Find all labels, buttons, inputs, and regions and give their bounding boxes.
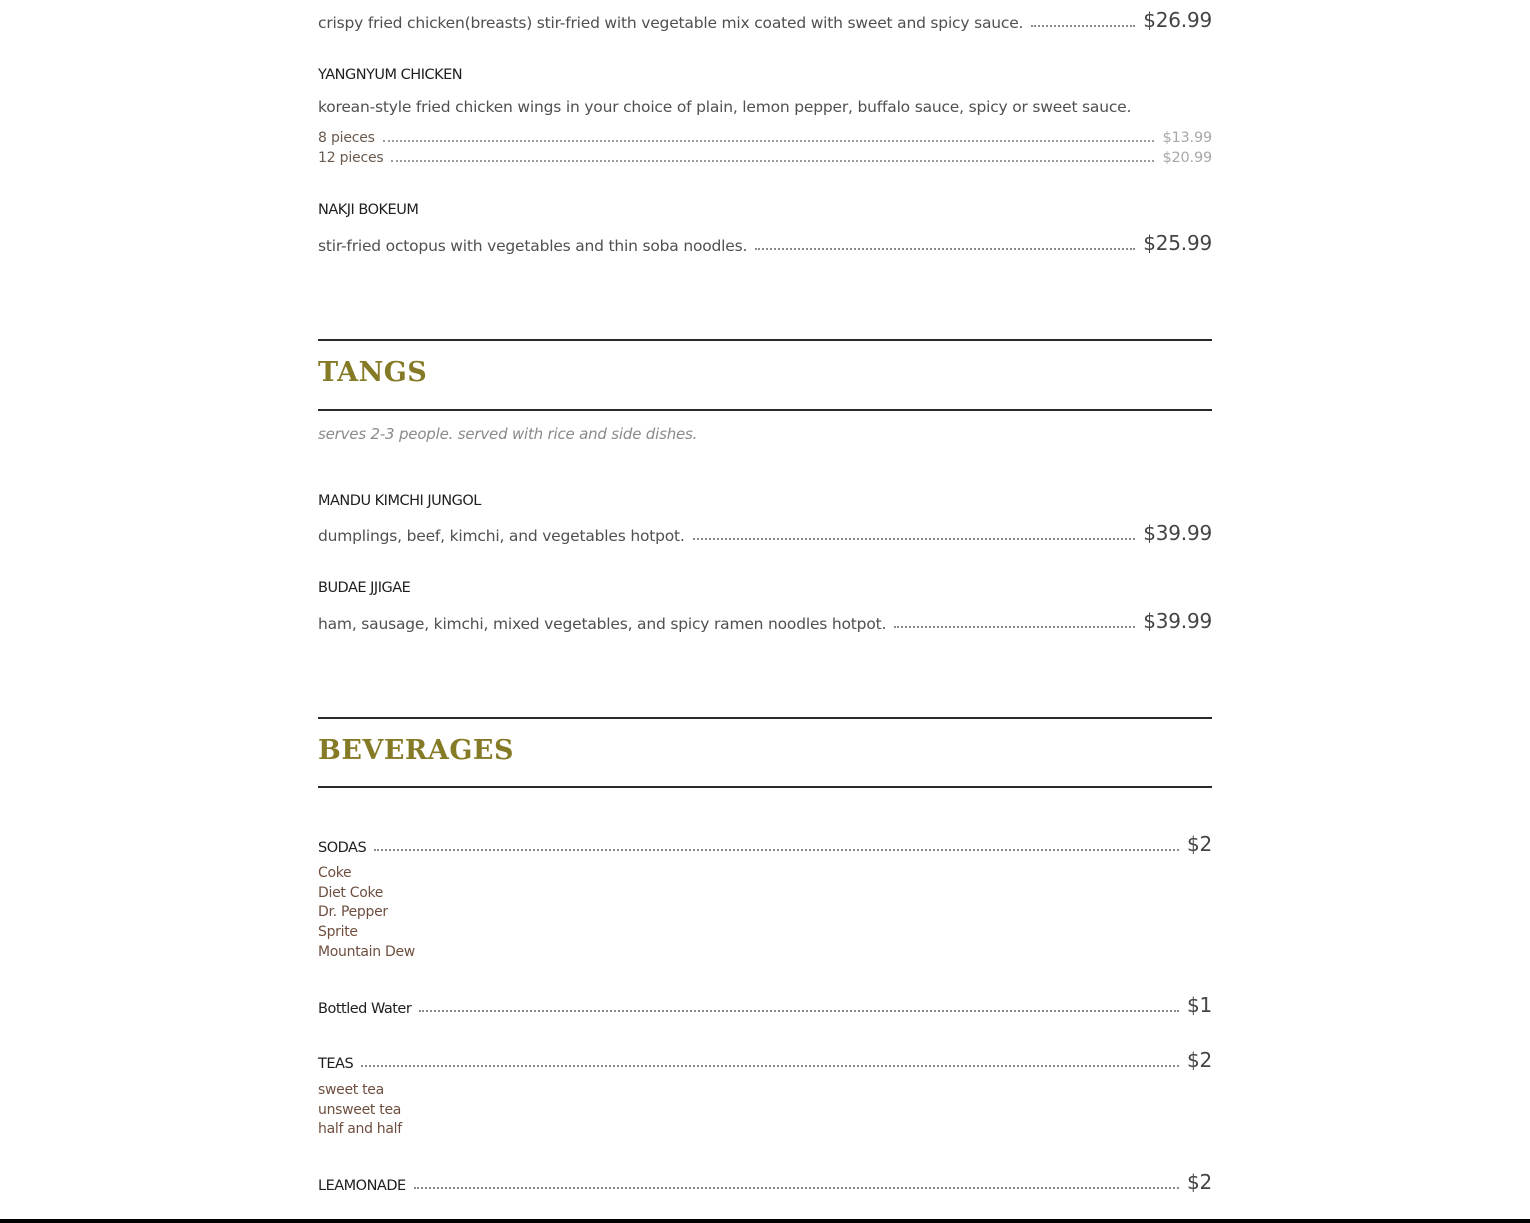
beverage-row-sodas [318,832,1212,856]
dot-leader [894,625,1135,628]
item-name: SODAS [318,840,367,856]
list-item: half and half [318,1121,402,1138]
dot-leader [414,1186,1179,1189]
section-rule-top [318,717,1212,719]
item-price: $2 [1186,1170,1212,1194]
item-price: $2 [1186,832,1212,856]
menu-item-row [318,609,1212,633]
list-item: Sprite [318,924,358,941]
page-bottom-bar [0,1219,1530,1223]
section-note: serves 2-3 people. served with rice and side dishes. [318,425,698,443]
beverage-row-water [318,993,1212,1017]
beverage-row-teas [318,1048,1212,1072]
item-price: $39.99 [1143,521,1212,545]
list-item: unsweet tea [318,1101,402,1118]
section-rule-top [318,339,1212,341]
item-description: dumplings, beef, kimchi, and vegetables hotpot. [318,527,685,545]
dot-leader [383,139,1155,142]
item-name: TEAS [318,1056,354,1072]
item-price: $1 [1186,993,1212,1017]
item-name: NAKJI BOKEUM [318,202,419,218]
list-item: sweet tea [318,1082,384,1098]
item-description: korean-style fried chicken wings in your choice of plain, lemon pepper, buffalo sauce, spicy or sweet sauce. [318,98,1132,116]
dot-leader [419,1009,1179,1012]
item-description: ham, sausage, kimchi, mixed vegetables, and spicy ramen noodles hotpot. [318,615,887,633]
beverage-row-lemonade [318,1170,1212,1194]
item-price: $2 [1186,1048,1212,1072]
menu-item-row [318,521,1212,545]
list-item: Mountain Dew [318,943,415,960]
list-item: Diet Coke [318,884,384,901]
dot-leader [374,848,1179,851]
dot-leader [1031,24,1135,27]
option-price: $20.99 [1162,150,1212,166]
menu-item-row [318,8,1212,32]
dot-leader [693,537,1136,540]
dot-leader [391,159,1154,162]
item-name: BUDAE JJIGAE [318,580,411,596]
dot-leader [755,247,1135,250]
item-name: Bottled Water [318,1001,412,1017]
item-description: stir-fried octopus with vegetables and thin soba noodles. [318,237,748,255]
item-price: $25.99 [1143,231,1212,255]
menu-item-row [318,231,1212,255]
dot-leader [361,1064,1179,1067]
section-title-tangs: TANGS [318,357,428,388]
item-description: crispy fried chicken(breasts) stir-fried with vegetable mix coated with sweet and spicy sauce. [318,14,1024,32]
section-rule-bottom [318,786,1212,788]
item-price: $26.99 [1143,8,1212,32]
tea-list [318,1081,1212,1140]
option-label: 12 pieces [318,150,384,166]
section-title-beverages: BEVERAGES [318,735,514,766]
item-name: MANDU KIMCHI JUNGOL [318,493,481,509]
section-rule-bottom [318,409,1212,411]
option-price: $13.99 [1162,130,1212,146]
soda-list [318,864,1212,963]
item-price: $39.99 [1143,609,1212,633]
item-name: LEAMONADE [318,1178,406,1194]
price-option-row [318,130,1212,146]
list-item: Dr. Pepper [318,904,388,921]
option-label: 8 pieces [318,130,375,146]
price-option-row [318,150,1212,166]
list-item: Coke [318,865,352,881]
item-name: YANGNYUM CHICKEN [318,67,463,83]
